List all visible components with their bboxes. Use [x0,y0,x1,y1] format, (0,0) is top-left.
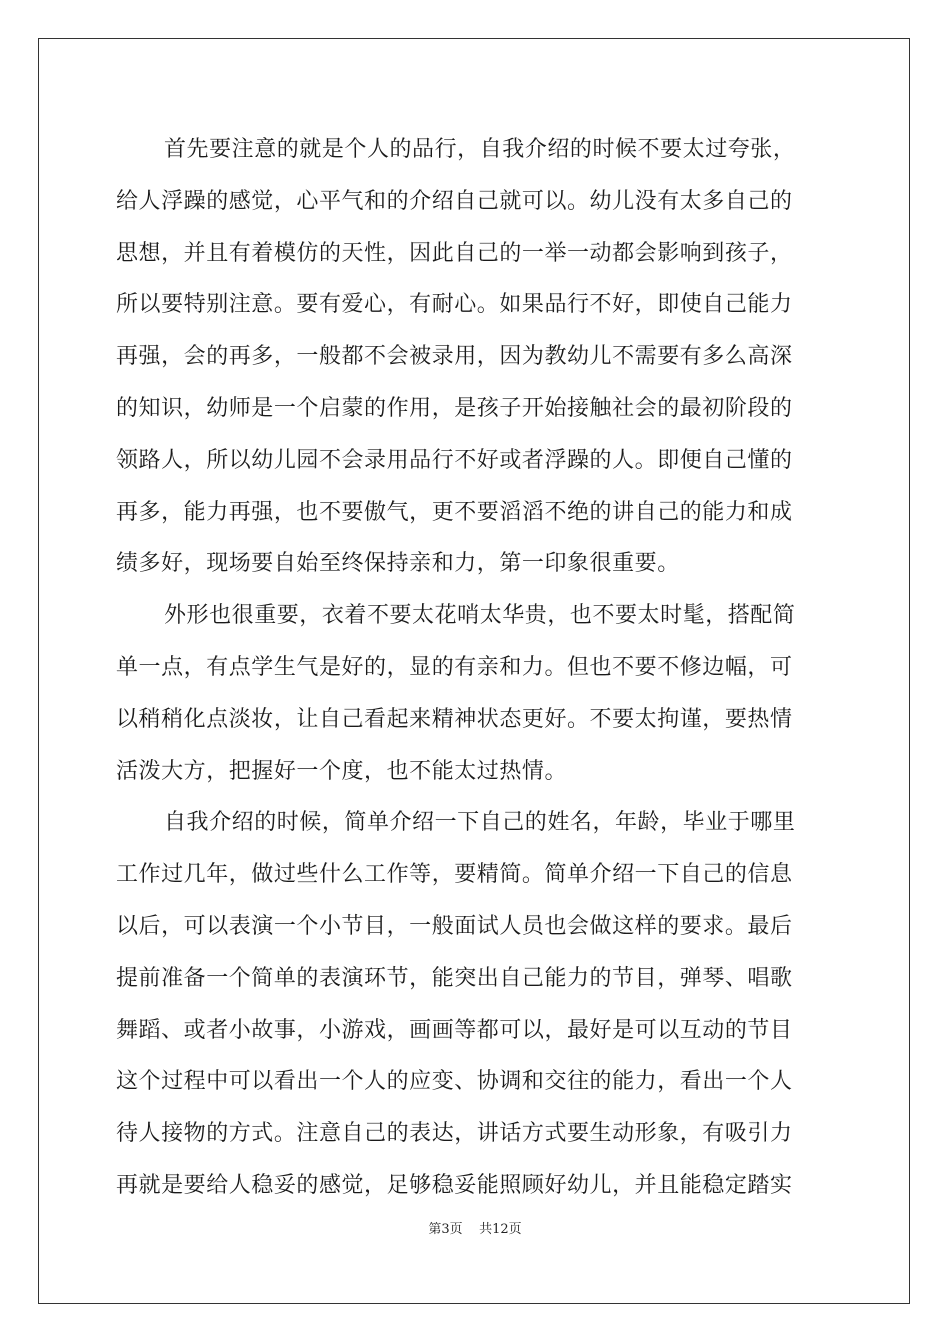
total-pages-label: 共12页 [479,1222,522,1237]
text-line: 以后，可以表演一个小节目，一般面试人员也会做这样的要求。最后 [116,913,793,939]
paragraph [116,797,834,1211]
text-line: 外形也很重要，衣着不要太花哨太华贵，也不要太时髦，搭配简 [164,603,796,629]
paragraph [116,124,834,590]
document-body [116,124,834,1212]
text-line: 再就是要给人稳妥的感觉，足够稳妥能照顾好幼儿，并且能稳定踏实 [116,1172,793,1198]
text-line: 提前准备一个简单的表演环节，能突出自己能力的节目，弹琴、唱歌 [116,965,793,991]
text-line: 工作过几年，做过些什么工作等，要精简。简单介绍一下自己的信息 [116,862,793,888]
text-line: 舞蹈、或者小故事，小游戏，画画等都可以，最好是可以互动的节目 [116,1017,793,1043]
paragraph [116,590,834,797]
text-line: 首先要注意的就是个人的品行，自我介绍的时候不要太过夸张， [164,137,796,162]
text-line: 绩多好，现场要自始至终保持亲和力，第一印象很重要。 [116,551,680,577]
text-line: 再多，能力再强，也不要傲气，更不要滔滔不绝的讲自己的能力和成 [116,499,793,525]
text-line: 活泼大方，把握好一个度，也不能太过热情。 [116,758,568,784]
text-line: 所以要特别注意。要有爱心，有耐心。如果品行不好，即使自己能力 [116,292,793,318]
text-line: 自我介绍的时候，简单介绍一下自己的姓名，年龄，毕业于哪里 [164,810,796,836]
text-line: 再强，会的再多，一般都不会被录用，因为教幼儿不需要有多么高深 [116,344,793,370]
text-line: 给人浮躁的感觉，心平气和的介绍自己就可以。幼儿没有太多自己的 [116,188,793,214]
text-line: 思想，并且有着模仿的天性，因此自己的一举一动都会影响到孩子， [116,240,793,266]
text-line: 以稍稍化点淡妆，让自己看起来精神状态更好。不要太拘谨，要热情 [116,706,793,732]
page-footer [0,1218,950,1237]
text-line: 待人接物的方式。注意自己的表达，讲话方式要生动形象，有吸引力 [116,1121,793,1147]
text-line: 领路人，所以幼儿园不会录用品行不好或者浮躁的人。即便自己懂的 [116,447,793,473]
text-line: 这个过程中可以看出一个人的应变、协调和交往的能力，看出一个人 [116,1069,793,1095]
text-line: 单一点，有点学生气是好的，显的有亲和力。但也不要不修边幅，可 [116,654,793,680]
current-page-label: 第3页 [428,1222,463,1237]
text-line: 的知识，幼师是一个启蒙的作用，是孩子开始接触社会的最初阶段的 [116,395,793,421]
